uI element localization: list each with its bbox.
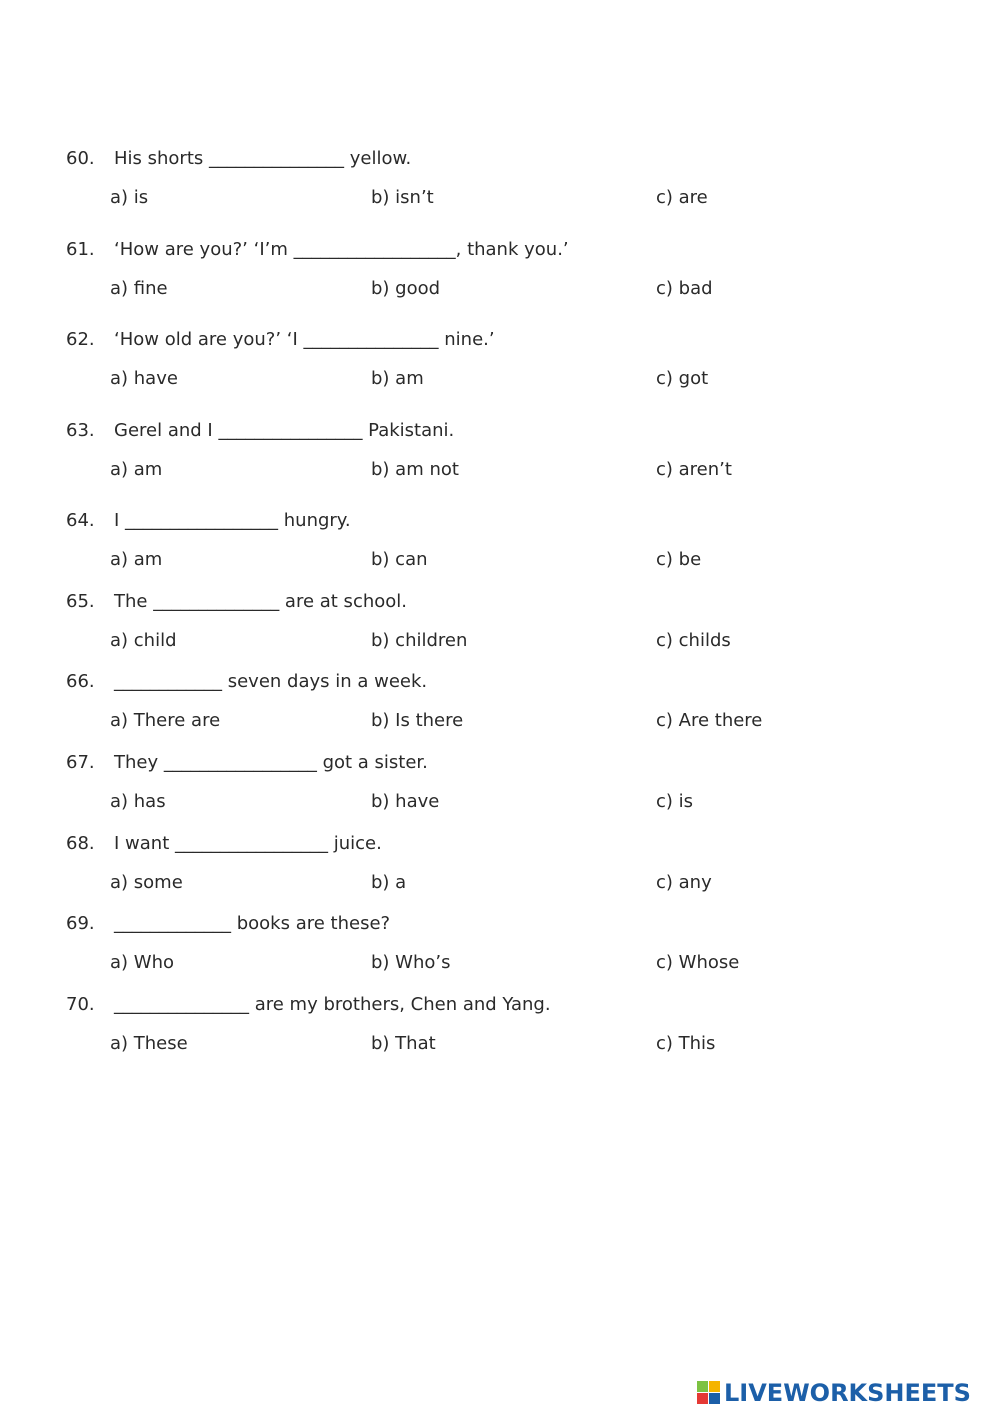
option-b[interactable]: b) Who’s — [371, 952, 451, 973]
option-a[interactable]: a) fine — [110, 278, 168, 299]
logo-square-yellow — [709, 1381, 720, 1392]
option-a[interactable]: a) child — [110, 630, 177, 651]
option-b[interactable]: b) have — [371, 791, 440, 812]
logo-square-blue — [709, 1393, 720, 1404]
question-68 — [0, 833, 1000, 913]
option-b[interactable]: b) a — [371, 872, 407, 893]
option-c[interactable]: c) got — [656, 368, 709, 389]
question-number: 60. — [66, 148, 95, 169]
option-b[interactable]: b) good — [371, 278, 441, 299]
question-text[interactable]: ‘How old are you?’ ‘I _______________ nine.’ — [114, 329, 495, 350]
question-number: 62. — [66, 329, 95, 350]
option-b[interactable]: b) can — [371, 549, 428, 570]
option-b[interactable]: b) Is there — [371, 710, 464, 731]
question-text[interactable]: The ______________ are at school. — [114, 591, 407, 612]
logo-square-green — [697, 1381, 708, 1392]
option-b[interactable]: b) That — [371, 1033, 436, 1054]
option-c[interactable]: c) aren’t — [656, 459, 732, 480]
option-a[interactable]: a) is — [110, 187, 149, 208]
option-c[interactable]: c) is — [656, 791, 694, 812]
question-text[interactable]: Gerel and I ________________ Pakistani. — [114, 420, 455, 441]
question-69 — [0, 913, 1000, 993]
option-c[interactable]: c) be — [656, 549, 702, 570]
question-61 — [0, 239, 1000, 319]
question-number: 70. — [66, 994, 95, 1015]
option-c[interactable]: c) Whose — [656, 952, 740, 973]
option-c[interactable]: c) Are there — [656, 710, 763, 731]
question-number: 69. — [66, 913, 95, 934]
logo-square-red — [697, 1393, 708, 1404]
option-a[interactable]: a) has — [110, 791, 166, 812]
option-a[interactable]: a) Who — [110, 952, 174, 973]
option-c[interactable]: c) any — [656, 872, 712, 893]
option-c[interactable]: c) childs — [656, 630, 731, 651]
question-70 — [0, 994, 1000, 1074]
question-66 — [0, 671, 1000, 751]
option-b[interactable]: b) children — [371, 630, 468, 651]
question-60 — [0, 148, 1000, 228]
question-text[interactable]: I _________________ hungry. — [114, 510, 351, 531]
question-64 — [0, 510, 1000, 590]
option-a[interactable]: a) have — [110, 368, 178, 389]
question-text[interactable]: _____________ books are these? — [114, 913, 391, 934]
option-b[interactable]: b) am not — [371, 459, 459, 480]
question-number: 64. — [66, 510, 95, 531]
question-65 — [0, 591, 1000, 671]
question-number: 63. — [66, 420, 95, 441]
option-a[interactable]: a) am — [110, 459, 163, 480]
question-text[interactable]: _______________ are my brothers, Chen and Yang. — [114, 994, 551, 1015]
option-a[interactable]: a) some — [110, 872, 183, 893]
question-text[interactable]: ____________ seven days in a week. — [114, 671, 428, 692]
question-number: 66. — [66, 671, 95, 692]
question-number: 61. — [66, 239, 95, 260]
question-text[interactable]: They _________________ got a sister. — [114, 752, 428, 773]
brand-name: LIVEWORKSHEETS — [724, 1379, 971, 1407]
option-a[interactable]: a) These — [110, 1033, 188, 1054]
question-text[interactable]: His shorts _______________ yellow. — [114, 148, 412, 169]
option-b[interactable]: b) am — [371, 368, 424, 389]
option-c[interactable]: c) This — [656, 1033, 716, 1054]
question-63 — [0, 420, 1000, 500]
option-c[interactable]: c) are — [656, 187, 708, 208]
question-62 — [0, 329, 1000, 409]
option-a[interactable]: a) There are — [110, 710, 221, 731]
question-67 — [0, 752, 1000, 832]
option-b[interactable]: b) isn’t — [371, 187, 434, 208]
option-a[interactable]: a) am — [110, 549, 163, 570]
question-text[interactable]: I want _________________ juice. — [114, 833, 382, 854]
question-text[interactable]: ‘How are you?’ ‘I’m __________________, thank you.’ — [114, 239, 569, 260]
option-c[interactable]: c) bad — [656, 278, 713, 299]
question-number: 68. — [66, 833, 95, 854]
liveworksheets-logo-icon — [697, 1381, 721, 1405]
question-number: 65. — [66, 591, 95, 612]
question-number: 67. — [66, 752, 95, 773]
liveworksheets-brand — [697, 1380, 971, 1406]
